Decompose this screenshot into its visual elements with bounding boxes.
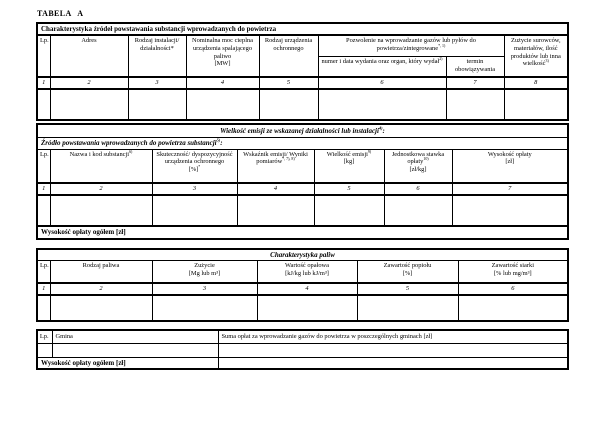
t4-data-cell-gmina (52, 343, 218, 357)
t2-colnum-1: 1 (37, 183, 50, 195)
t3-colnum-3: 3 (152, 283, 257, 295)
t1-colnum-4: 4 (186, 77, 259, 89)
t2-colnum-7: 7 (452, 183, 568, 195)
t2-colnum-4: 4 (237, 183, 314, 195)
t4-header-suma-oplat: Suma opłat za wprowadzanie gazów do powietrza w poszczególnych gminach [zł] (218, 330, 568, 343)
t3-data-cell-wartosc (257, 295, 357, 321)
t3-header-rodzaj-paliwa: Rodzaj paliwa (50, 261, 152, 283)
t4-header-lp: Lp. (37, 330, 52, 343)
t2-title-row-2 (37, 137, 568, 149)
t2-total-label: Wysokość opłaty ogółem [zł] (37, 226, 568, 239)
t3-colnum-6: 6 (458, 283, 568, 295)
table-gmina-fees (36, 329, 569, 370)
t2-title-row-1 (37, 124, 568, 137)
t1-header-zuzycie-surowcow (504, 35, 568, 77)
t4-data-row (37, 343, 568, 357)
t3-header-popiol-unit: [%] (402, 270, 413, 278)
t2-header-nazwa-substancji (50, 149, 152, 183)
t2-colnum-5: 5 (314, 183, 384, 195)
t1-data-cell-adres (50, 89, 128, 120)
t1-data-cell-rodzaj-instalacji (128, 89, 186, 120)
t1-data-cell-moc (186, 89, 259, 120)
t1-header-zuzycie-footnote: 3) (545, 58, 549, 64)
t4-total-row (37, 357, 568, 369)
t2-title2-colon: : (220, 138, 223, 147)
table-emissions (36, 123, 569, 240)
t1-column-number-row (37, 77, 568, 89)
table-emission-sources (36, 22, 569, 121)
t3-data-cell-rodzaj (50, 295, 152, 321)
t3-header-wartosc-unit: [kJ/kg lub kJ/m³] (285, 270, 329, 278)
t3-header-zuzycie (152, 261, 257, 283)
t1-colnum-7: 7 (446, 77, 504, 89)
t1-title-row (37, 23, 568, 35)
t2-header-wysokosc-unit: [zł] (505, 158, 515, 166)
t3-colnum-2: 2 (50, 283, 152, 295)
t1-data-row (37, 89, 568, 120)
t2-header-skutecznosc-text: Skuteczność/ dyspozycyjność urządzenia ochronnego (156, 150, 233, 166)
t2-header-stawka (384, 149, 452, 183)
t2-header-wielkosc-text: Wielkość emisji (326, 150, 368, 158)
t1-header-rodzaj-instalacji: Rodzaj instalacji/ działalności* (128, 35, 186, 77)
t4-header-gmina: Gmina (52, 330, 218, 343)
t2-header-wielkosc-footnote: 9) (367, 149, 372, 154)
t3-data-cell-siarka (458, 295, 568, 321)
t1-header-numer-footnote: 2) (439, 56, 443, 61)
t3-data-cell-popiol (357, 295, 458, 321)
t3-header-wartosc-text: Wartość opałowa (284, 262, 330, 270)
t4-data-cell-lp (37, 343, 52, 357)
t3-colnum-1: 1 (37, 283, 50, 295)
t2-header-wysokosc-oplaty (452, 149, 568, 183)
t1-data-cell-zuzycie (504, 89, 568, 120)
t3-header-zawartosc-siarki (458, 261, 568, 283)
t3-title: Charakterystyka paliw (37, 249, 568, 261)
t1-header-termin: termin obowiązywania (446, 56, 504, 77)
t2-header-nazwa-footnote: 6) (129, 149, 133, 154)
t2-header-stawka-text: Jednostkowa stawka opłaty (391, 150, 445, 166)
table-fuels (36, 248, 569, 322)
t2-header-nazwa-text: Nazwa i kod substancji (69, 150, 130, 158)
t3-header-lp: Lp. (37, 261, 50, 283)
t3-header-zuzycie-text: Zużycie (194, 262, 215, 270)
t2-header-skutecznosc-unit (155, 163, 235, 174)
t1-data-cell-termin (446, 89, 504, 120)
t1-header-lp: Lp. (37, 35, 50, 77)
t1-header-pozwolenie-footnote: *, 1) (438, 42, 446, 48)
t2-column-number-row (37, 183, 568, 195)
document-title: TABELA A (37, 9, 84, 18)
t2-title-zrodlo (37, 137, 568, 149)
t1-header-numer-data (318, 56, 446, 77)
t2-colnum-6: 6 (384, 183, 452, 195)
t3-data-cell-lp (37, 295, 50, 321)
t3-colnum-4: 4 (257, 283, 357, 295)
t2-header-wskaznik-text: Wskaźnik emisji/ Wyniki pomiarów (243, 150, 308, 166)
t1-data-cell-numer (318, 89, 446, 120)
t1-header-zuzycie-text: Zużycie surowców, materiałów, ilość produktów lub inna wielkość (510, 37, 561, 68)
t3-column-number-row (37, 283, 568, 295)
t1-data-cell-urzadzenie (259, 89, 318, 120)
t3-data-row (37, 295, 568, 321)
t1-colnum-3: 3 (128, 77, 186, 89)
t1-colnum-5: 5 (259, 77, 318, 89)
t2-header-wskaznik-emisji (237, 149, 314, 183)
t1-header-moc-unit: [MW] (214, 60, 231, 68)
t3-title-row (37, 249, 568, 261)
t2-colnum-3: 3 (152, 183, 237, 195)
t2-data-cell-stawka (384, 195, 452, 226)
t1-colnum-1: 1 (37, 77, 50, 89)
t2-header-wielkosc-unit: [kg] (343, 158, 355, 166)
t1-header-moc-cieplna (186, 35, 259, 77)
t1-colnum-8: 8 (504, 77, 568, 89)
t2-title1-footnote: 4) (378, 125, 383, 131)
t2-skutecznosc-unit-footnote: * (198, 163, 201, 169)
t2-title2-text: Źródło powstawania wprowadzanych do powietrza substancji (41, 138, 217, 147)
t2-skutecznosc-unit-text: [%] (188, 165, 199, 173)
t3-header-popiol-text: Zawartość popiołu (383, 262, 432, 270)
t1-header-moc-text: Nominalna moc cieplna urządzenia spalającego paliwo (191, 37, 254, 60)
t4-total-value-cell (218, 357, 568, 369)
t1-title: Charakterystyka źródeł powstawania substancji wprowadzanych do powietrza (37, 23, 568, 35)
t2-header-wielkosc-emisji (314, 149, 384, 183)
t3-data-cell-zuzycie (152, 295, 257, 321)
t2-header-lp: Lp. (37, 149, 50, 183)
t2-header-wysokosc-text: Wysokość opłaty (487, 150, 532, 158)
t2-data-cell-wysokosc (452, 195, 568, 226)
t3-colnum-5: 5 (357, 283, 458, 295)
t1-header-urzadzenie-ochronne: Rodzaj urządzenia ochronnego (259, 35, 318, 77)
t1-header-pozwolenie (318, 35, 504, 56)
t4-total-label: Wysokość opłaty ogółem [zł] (37, 357, 218, 369)
t2-header-skutecznosc (152, 149, 237, 183)
t1-header-row-1 (37, 35, 568, 56)
t2-title2-footnote: 5) (216, 137, 221, 143)
t2-total-row (37, 226, 568, 239)
t1-header-adres: Adres (50, 35, 128, 77)
t1-colnum-2: 2 (50, 77, 128, 89)
t2-header-row (37, 149, 568, 183)
t4-header-row (37, 330, 568, 343)
t2-header-stawka-footnote: 10) (423, 156, 429, 162)
t4-data-cell-suma (218, 343, 568, 357)
t2-data-cell-wielkosc (314, 195, 384, 226)
t3-header-zuzycie-unit: [Mg lub m³] (188, 270, 221, 278)
t1-header-numer-text: numer i data wydania oraz organ, który wydał (321, 57, 440, 65)
t2-data-cell-wskaznik (237, 195, 314, 226)
t2-header-wskaznik-footnote: *, 7), 8) (282, 156, 295, 162)
t2-data-row (37, 195, 568, 226)
t2-colnum-2: 2 (50, 183, 152, 195)
t1-data-cell-lp (37, 89, 50, 120)
t2-data-cell-lp (37, 195, 50, 226)
t2-header-stawka-unit: [zł/kg] (409, 165, 427, 173)
t3-header-siarka-text: Zawartość siarki (491, 262, 534, 270)
t3-header-zawartosc-popiolu (357, 261, 458, 283)
t3-header-siarka-unit: [% lub mg/m³] (493, 270, 532, 278)
t2-title1-colon: : (382, 126, 385, 135)
t2-title-emisja (37, 124, 568, 137)
t1-header-pozwolenie-text: Pozwolenie na wprowadzanie gazów lub pyłów do powietrza/zintegrowane (346, 37, 476, 53)
t1-colnum-6: 6 (318, 77, 446, 89)
t3-header-wartosc-opalowa (257, 261, 357, 283)
t2-data-cell-nazwa (50, 195, 152, 226)
t3-header-row (37, 261, 568, 283)
t2-title1-text: Wielkość emisji ze wskazanej działalności lub instalacji (220, 126, 379, 135)
t2-data-cell-skutecznosc (152, 195, 237, 226)
